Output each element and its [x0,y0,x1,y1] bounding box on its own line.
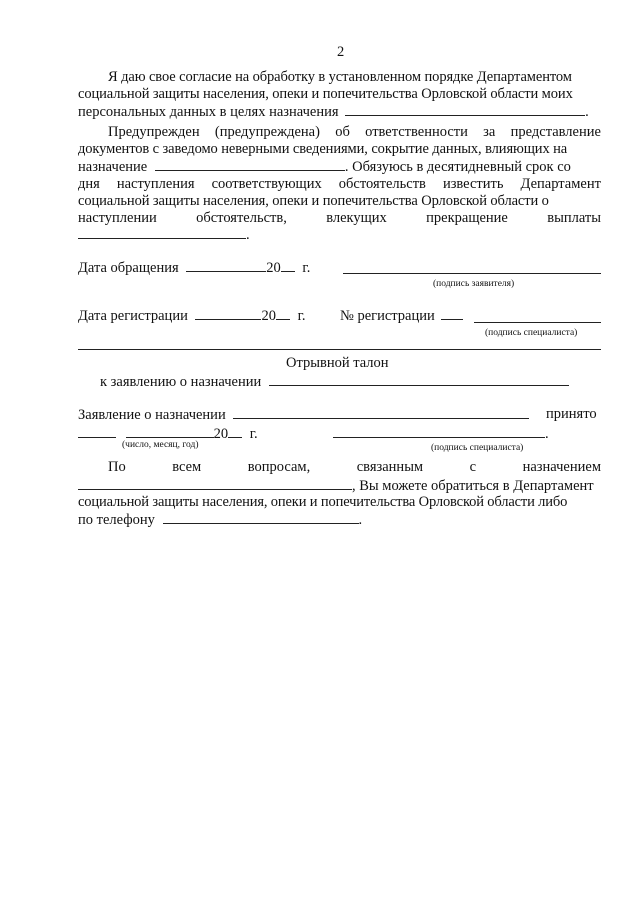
application-accepted-row [78,406,529,424]
questions-line-2 [78,477,594,495]
registration-year-blank[interactable] [276,307,290,320]
warning-line-7: . [78,226,250,244]
word: всем [172,459,202,475]
word: известить [442,176,504,192]
year-suffix: г. [249,426,258,442]
questions-line-2-end: , Вы можете обратиться в Департамент [352,478,594,494]
application-year-blank[interactable] [281,259,295,272]
registration-number-label: № регистрации [340,308,435,324]
word: выплаты [547,210,601,226]
phone-blank[interactable] [163,511,359,524]
word: По [108,459,126,475]
word: представление [510,124,601,140]
application-name-blank[interactable] [233,406,529,419]
year-suffix: г. [302,260,311,276]
date-caption: (число, месяц, год) [122,440,199,450]
tear-off-benefit-blank[interactable] [269,373,569,386]
word: прекращение [426,210,508,226]
specialist-signature-line[interactable] [474,322,601,323]
word: связанным [356,459,424,475]
word: дня [78,176,100,192]
word: наступления [116,176,195,192]
word: с [469,459,477,475]
registration-row [78,307,306,325]
year-prefix: 20 [266,260,281,276]
accepted-label: принято [546,406,597,422]
tear-off-title: Отрывной талон [286,355,389,371]
word: соответствующих [211,176,322,192]
warning-line-3 [78,158,571,176]
benefit-blank[interactable] [155,158,345,171]
word: обстоятельств, [196,210,287,226]
acceptance-month-blank[interactable] [126,425,214,438]
application-date-label: Дата обращения [78,260,179,276]
word: Департамент [520,176,601,192]
warning-line-3-end: . Обязуюсь в десятидневный срок со [344,159,571,175]
warning-line-4 [78,176,601,193]
word: за [483,124,496,140]
specialist-signature-caption: (подпись специалиста) [485,328,578,338]
word: наступлении [78,210,157,226]
application-date-blank[interactable] [186,259,266,272]
warning-line-3-start: назначение [78,159,148,175]
application-label: Заявление о назначении [78,407,226,423]
to-application-label: к заявлению о назначении [100,374,262,390]
consent-line-3: персональных данных в целях назначения . [78,104,589,120]
acceptance-signature-caption: (подпись специалиста) [431,443,524,453]
registration-date-blank[interactable] [195,307,261,320]
word: (предупреждена) [214,124,320,140]
word: об [335,124,350,140]
acceptance-signature-row: . [333,425,549,443]
acceptance-day-blank[interactable] [78,425,116,438]
questions-line-1 [108,459,601,476]
year-prefix: 20 [261,308,276,324]
word: назначением [522,459,601,475]
word: обстоятельств [338,176,426,192]
questions-line-4-start: по телефону [78,512,155,528]
applicant-signature-caption: (подпись заявителя) [433,279,515,289]
payment-blank[interactable] [78,226,246,239]
year-suffix: г. [297,308,306,324]
questions-line-3: социальной защиты населения, опеки и попечительства Орловской области либо [78,494,568,510]
word: вопросам, [247,459,311,475]
page-number: 2 [337,44,345,60]
warning-line-6 [78,210,601,227]
consent-line-3-text: персональных данных в целях назначения [78,104,339,120]
acceptance-year-blank[interactable] [228,425,242,438]
questions-benefit-blank[interactable] [78,477,352,490]
registration-date-label: Дата регистрации [78,308,188,324]
warning-line-1 [108,124,601,141]
acceptance-signature-blank[interactable] [333,425,545,438]
consent-line-2: социальной защиты населения, опеки и попечительства Орловской области моих [78,86,573,102]
word: ответственности [365,124,468,140]
tear-off-cut-line [78,349,601,350]
application-date-row [78,259,310,277]
word: влекущих [326,210,387,226]
registration-number-row [340,307,463,325]
warning-line-2: документов с заведомо неверными сведениями, сокрытие данных, влияющих на [78,141,568,157]
warning-line-5: социальной защиты населения, опеки и попечительства Орловской области о [78,193,549,209]
questions-line-4: по телефону . [78,512,363,528]
consent-line-1: Я даю свое согласие на обработку в установленном порядке Департаментом [108,69,572,85]
word: Предупрежден [108,124,200,140]
purpose-blank[interactable] [345,103,585,116]
applicant-signature-line[interactable] [343,273,601,274]
registration-number-blank[interactable] [441,307,463,320]
tear-off-application-row [100,373,569,391]
year-prefix: 20 [213,426,229,442]
